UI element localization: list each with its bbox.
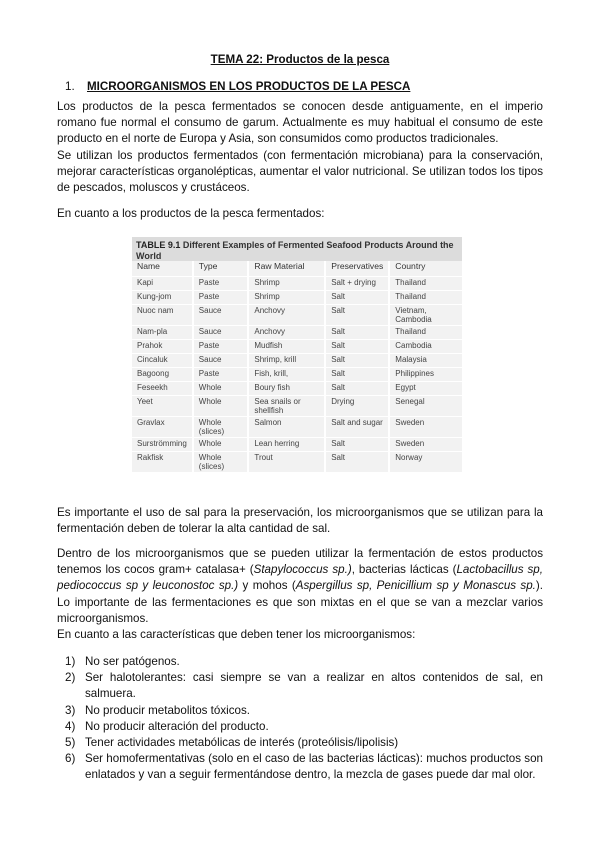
- table-cell: Name: [132, 261, 193, 277]
- paragraph-table-intro: En cuanto a los productos de la pesca fermentados:: [57, 207, 325, 220]
- table-cell: Yeet: [132, 396, 193, 417]
- table-cell: Whole: [193, 382, 249, 396]
- paragraph-uses: Se utilizan los productos fermentados (con fermentación microbiana) para la conservación, mejorar características organolépticas, aumentar el valor nutricional. Se utilizan todos los tipos de pescados, moluscos y crustáceos.: [57, 149, 543, 195]
- table-caption: [132, 237, 462, 261]
- table-cell: Vietnam, Cambodia: [389, 305, 462, 326]
- table-cell: Norway: [389, 452, 462, 473]
- table-cell: Salt: [325, 354, 389, 368]
- text-segment: ). Lo importante de las fermentaciones es que son mixtas en el que se van a mezclar varios microorganismos.: [57, 579, 543, 625]
- table-cell: Boury fish: [248, 382, 325, 396]
- table-cell: Mudfish: [248, 340, 325, 354]
- table-cell: Sweden: [389, 438, 462, 452]
- list-number: 1): [65, 655, 76, 668]
- list-text: No producir alteración del producto.: [85, 719, 269, 733]
- table-cell: Sweden: [389, 417, 462, 438]
- paragraph-intro: Los productos de la pesca fermentados se conocen desde antiguamente, en el imperio romano fue normal el consumo de garum. Actualmente es muy habitual el consumo de este producto en el norte de Europa y Asia, son consumidos como productos tradicionales.: [57, 100, 543, 146]
- list-number: 3): [65, 703, 76, 717]
- table-cell: Raw Material: [248, 261, 325, 277]
- text-segment: , bacterias lácticas (: [351, 563, 457, 577]
- table-cell: Shrimp, krill: [248, 354, 325, 368]
- table-cell: Thailand: [389, 291, 462, 305]
- table-cell: Senegal: [389, 396, 462, 417]
- table-cell: Malaysia: [389, 354, 462, 368]
- list-number: 6): [65, 752, 76, 766]
- table-cell: Salt: [325, 438, 389, 452]
- table-row: [132, 438, 462, 452]
- list-text: No producir metabolitos tóxicos.: [85, 703, 250, 717]
- section-number: 1.: [65, 80, 75, 93]
- list-text: Ser homofermentativas (solo en el caso de las bacterias lácticas): muchos productos son enlatados y van a seguir fermentándose dentro, la mezcla de gases puede dar mal olor.: [85, 752, 543, 782]
- table-label: TABLE 9.1: [136, 240, 181, 250]
- table-cell: Paste: [193, 277, 249, 291]
- table-cell: Trout: [248, 452, 325, 473]
- table-cell: Whole (slices): [193, 452, 249, 473]
- list-item: [65, 703, 543, 719]
- table-cell: Kapi: [132, 277, 193, 291]
- table-row: [132, 368, 462, 382]
- list-number: 2): [65, 671, 76, 685]
- table-row: [132, 326, 462, 340]
- table-cell: Fish, krill,: [248, 368, 325, 382]
- table-grid: [132, 261, 462, 473]
- document-title: TEMA 22: Productos de la pesca: [210, 53, 390, 66]
- table-cell: Salt: [325, 382, 389, 396]
- table-row: [132, 340, 462, 354]
- table-cell: Salt: [325, 305, 389, 326]
- table-cell: Country: [389, 261, 462, 277]
- table-cell: Salt: [325, 291, 389, 305]
- table-row: [132, 291, 462, 305]
- table-cell: Anchovy: [248, 305, 325, 326]
- table-cell: Preservatives: [325, 261, 389, 277]
- table-cell: Salt + drying: [325, 277, 389, 291]
- list-item: [65, 735, 543, 751]
- table-cell: Whole: [193, 438, 249, 452]
- table-cell: Shrimp: [248, 291, 325, 305]
- table-row: [132, 382, 462, 396]
- table-cell: Type: [193, 261, 249, 277]
- table-cell: Salt: [325, 368, 389, 382]
- table-cell: Paste: [193, 368, 249, 382]
- table-cell: Philippines: [389, 368, 462, 382]
- table-cell: Nuoc nam: [132, 305, 193, 326]
- list-text: Ser halotolerantes: casi siempre se van a realizar en altos contenidos de sal, en salmuera.: [85, 671, 543, 701]
- table-cell: Salt and sugar: [325, 417, 389, 438]
- section-heading-text: MICROORGANISMOS EN LOS PRODUCTOS DE LA PESCA: [87, 80, 411, 93]
- table-row: [132, 396, 462, 417]
- table-cell: Paste: [193, 340, 249, 354]
- paragraph-characteristics-intro: En cuanto a las características que deben tener los microorganismos:: [57, 628, 416, 641]
- species-names: Stapylococcus sp.): [253, 563, 352, 577]
- paragraph-microorganisms: [57, 546, 543, 627]
- table-cell: Kung-jom: [132, 291, 193, 305]
- table-cell: Egypt: [389, 382, 462, 396]
- table-cell: Gravlax: [132, 417, 193, 438]
- table-cell: Cambodia: [389, 340, 462, 354]
- table-cell: Anchovy: [248, 326, 325, 340]
- table-cell: Salmon: [248, 417, 325, 438]
- requirements-list: [65, 654, 543, 784]
- list-text: No ser patógenos.: [85, 655, 180, 668]
- table-row: [132, 354, 462, 368]
- table-cell: Thailand: [389, 277, 462, 291]
- table-cell: Bagoong: [132, 368, 193, 382]
- table-cell: Lean herring: [248, 438, 325, 452]
- table-cell: Shrimp: [248, 277, 325, 291]
- table-row: [132, 305, 462, 326]
- paragraph-salt: Es importante el uso de sal para la preservación, los microorganismos que se utilizan para la fermentación deben de tolerar la alta cantidad de sal.: [57, 506, 543, 536]
- table-cell: Nam-pla: [132, 326, 193, 340]
- table-cell: Sauce: [193, 305, 249, 326]
- table-cell: Rakfisk: [132, 452, 193, 473]
- table-cell: Drying: [325, 396, 389, 417]
- list-number: 4): [65, 719, 76, 733]
- species-names: Lactobacillus sp, pediococcus sp y leuconostoc sp.): [57, 563, 543, 593]
- table-cell: Sauce: [193, 354, 249, 368]
- table-row: [132, 417, 462, 438]
- text-segment: Dentro de los microorganismos que se pueden utilizar la fermentación de estos productos tenemos los cocos gram+ catalasa+ (: [57, 547, 543, 577]
- table-cell: Surströmming: [132, 438, 193, 452]
- table-cell: Salt: [325, 340, 389, 354]
- table-cell: Cincaluk: [132, 354, 193, 368]
- table-cell: Sea snails or shellfish: [248, 396, 325, 417]
- section-heading: [65, 80, 410, 93]
- table-cell: Whole: [193, 396, 249, 417]
- table-cell: Prahok: [132, 340, 193, 354]
- list-text: Tener actividades metabólicas de interés (proteólisis/lipolisis): [85, 736, 399, 750]
- text-segment: y mohos (: [238, 579, 296, 593]
- list-number: 5): [65, 736, 76, 750]
- table-row: [132, 452, 462, 473]
- table-cell: Thailand: [389, 326, 462, 340]
- table-cell: Feseekh: [132, 382, 193, 396]
- list-item: [65, 654, 543, 670]
- table-cell: Salt: [325, 452, 389, 473]
- table-cell: Salt: [325, 326, 389, 340]
- table-cell: Sauce: [193, 326, 249, 340]
- list-item: [65, 719, 543, 735]
- list-item: [65, 670, 543, 702]
- list-item: [65, 751, 543, 783]
- table-cell: Whole (slices): [193, 417, 249, 438]
- table-row: [132, 277, 462, 291]
- fermented-seafood-table: [132, 237, 462, 477]
- table-cell: Paste: [193, 291, 249, 305]
- species-names: Aspergillus sp, Penicillium sp y Monascus sp.: [295, 579, 536, 593]
- table-caption-text: Different Examples of Fermented Seafood Products Around the World: [136, 240, 454, 261]
- table-header-row: [132, 261, 462, 277]
